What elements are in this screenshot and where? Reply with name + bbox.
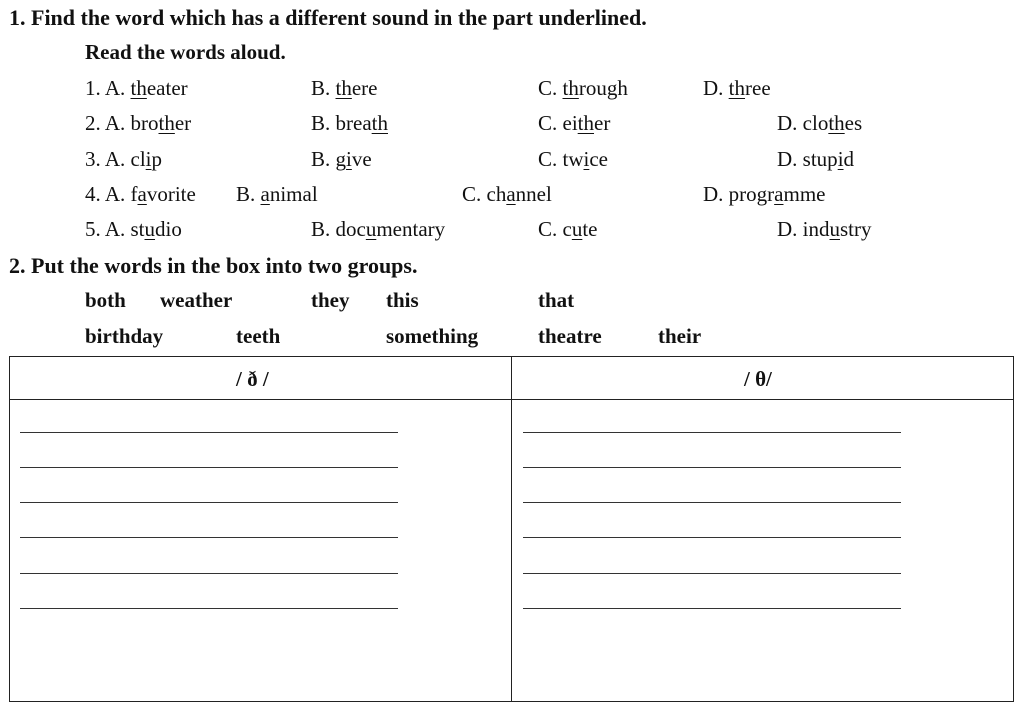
question-3-option-d xyxy=(777,147,854,172)
question-2-option-b xyxy=(311,111,388,136)
word-their: their xyxy=(658,324,702,348)
option-text: es xyxy=(844,111,863,135)
question-3-option-b xyxy=(311,147,372,172)
question-4-option-c xyxy=(462,182,552,207)
option-text: ere xyxy=(351,76,378,100)
question-4-option-a xyxy=(85,182,196,207)
underlined-part: th xyxy=(335,76,352,100)
word-theatre: theatre xyxy=(538,324,602,348)
underlined-part: a xyxy=(774,182,784,206)
underlined-part: th xyxy=(728,76,746,100)
question-4-option-d xyxy=(703,182,825,207)
option-text: p xyxy=(151,147,163,171)
underlined-part: th xyxy=(371,111,388,135)
question-1-option-d xyxy=(703,76,771,101)
answer-line-col1-4[interactable] xyxy=(20,537,398,538)
underlined-part: th xyxy=(158,111,175,135)
question-3-option-c xyxy=(538,147,608,172)
option-text: C. c xyxy=(538,217,572,241)
underlined-part: i xyxy=(583,147,590,171)
option-text: C. tw xyxy=(538,147,584,171)
underlined-part: u xyxy=(365,217,377,241)
option-text: ree xyxy=(745,76,771,100)
underlined-part: th xyxy=(577,111,595,135)
question-1-option-a xyxy=(85,76,188,101)
underlined-part: th xyxy=(828,111,845,135)
option-text: d xyxy=(843,147,855,171)
underlined-part: u xyxy=(144,217,156,241)
answer-line-col2-2[interactable] xyxy=(523,467,901,468)
answer-line-col2-3[interactable] xyxy=(523,502,901,503)
option-text: 2. A. bro xyxy=(85,111,159,135)
option-text: dio xyxy=(155,217,182,241)
option-text: mentary xyxy=(376,217,446,241)
underlined-part: th xyxy=(130,76,147,100)
option-text: ce xyxy=(589,147,609,171)
exercise-1-instruction: Read the words aloud. xyxy=(85,40,286,64)
option-text: B. xyxy=(236,182,261,206)
table-column-divider xyxy=(511,357,512,701)
option-text: mme xyxy=(783,182,826,206)
underlined-part: a xyxy=(506,182,516,206)
underlined-part: i xyxy=(837,147,844,171)
answer-line-col2-4[interactable] xyxy=(523,537,901,538)
option-text: D. stup xyxy=(777,147,838,171)
option-text: D. xyxy=(703,76,729,100)
underlined-part: i xyxy=(145,147,152,171)
word-both: both xyxy=(85,288,126,312)
question-2-option-d xyxy=(777,111,862,136)
option-text: D. progr xyxy=(703,182,775,206)
grouping-table xyxy=(9,356,1014,702)
table-header-divider xyxy=(10,399,1013,400)
underlined-part: a xyxy=(137,182,147,206)
option-text: B. g xyxy=(311,147,347,171)
underlined-part: i xyxy=(346,147,352,171)
answer-line-col2-6[interactable] xyxy=(523,608,901,609)
option-text: C. ei xyxy=(538,111,578,135)
word-birthday: birthday xyxy=(85,324,164,348)
underlined-part: th xyxy=(562,76,579,100)
question-1-option-c xyxy=(538,76,628,101)
answer-line-col1-2[interactable] xyxy=(20,467,398,468)
exercise-2-title: 2. Put the words in the box into two groups. xyxy=(9,253,418,278)
answer-line-col2-5[interactable] xyxy=(523,573,901,574)
option-text: C. xyxy=(538,76,563,100)
option-text: ve xyxy=(351,147,372,171)
question-4-option-b xyxy=(236,182,318,207)
option-text: te xyxy=(582,217,598,241)
exercise-1-title: 1. Find the word which has a different sound in the part underlined. xyxy=(9,5,647,30)
question-3-option-a xyxy=(85,147,162,172)
option-text: 5. A. st xyxy=(85,217,145,241)
column-header-voiceless-th: / θ/ xyxy=(744,367,772,391)
answer-line-col1-6[interactable] xyxy=(20,608,398,609)
option-text: vorite xyxy=(146,182,196,206)
option-text: 3. A. cl xyxy=(85,147,146,171)
answer-line-col2-1[interactable] xyxy=(523,432,901,433)
option-text: 1. A. xyxy=(85,76,131,100)
underlined-part: u xyxy=(571,217,583,241)
word-something: something xyxy=(386,324,479,348)
option-text: er xyxy=(174,111,192,135)
option-text: B. xyxy=(311,76,336,100)
question-5-option-b xyxy=(311,217,445,242)
option-text: stry xyxy=(840,217,872,241)
option-text: eater xyxy=(146,76,188,100)
word-weather: weather xyxy=(160,288,233,312)
answer-line-col1-1[interactable] xyxy=(20,432,398,433)
option-text: 4. A. f xyxy=(85,182,138,206)
word-that: that xyxy=(538,288,575,312)
question-5-option-d xyxy=(777,217,872,242)
question-1-option-b xyxy=(311,76,378,101)
word-teeth: teeth xyxy=(236,324,281,348)
option-text: D. ind xyxy=(777,217,830,241)
option-text: C. ch xyxy=(462,182,507,206)
option-text: er xyxy=(594,111,611,135)
option-text: nnel xyxy=(515,182,552,206)
underlined-part: a xyxy=(260,182,270,206)
option-text: B. doc xyxy=(311,217,366,241)
word-they: they xyxy=(311,288,350,312)
underlined-part: u xyxy=(829,217,840,241)
option-text: D. clo xyxy=(777,111,829,135)
question-2-option-a xyxy=(85,111,191,136)
word-this: this xyxy=(386,288,419,312)
question-5-option-c xyxy=(538,217,597,242)
question-2-option-c xyxy=(538,111,610,136)
column-header-voiced-th: / ð / xyxy=(236,367,269,391)
answer-line-col1-3[interactable] xyxy=(20,502,398,503)
option-text: nimal xyxy=(269,182,318,206)
option-text: B. brea xyxy=(311,111,372,135)
answer-line-col1-5[interactable] xyxy=(20,573,398,574)
option-text: rough xyxy=(578,76,628,100)
question-5-option-a xyxy=(85,217,182,242)
